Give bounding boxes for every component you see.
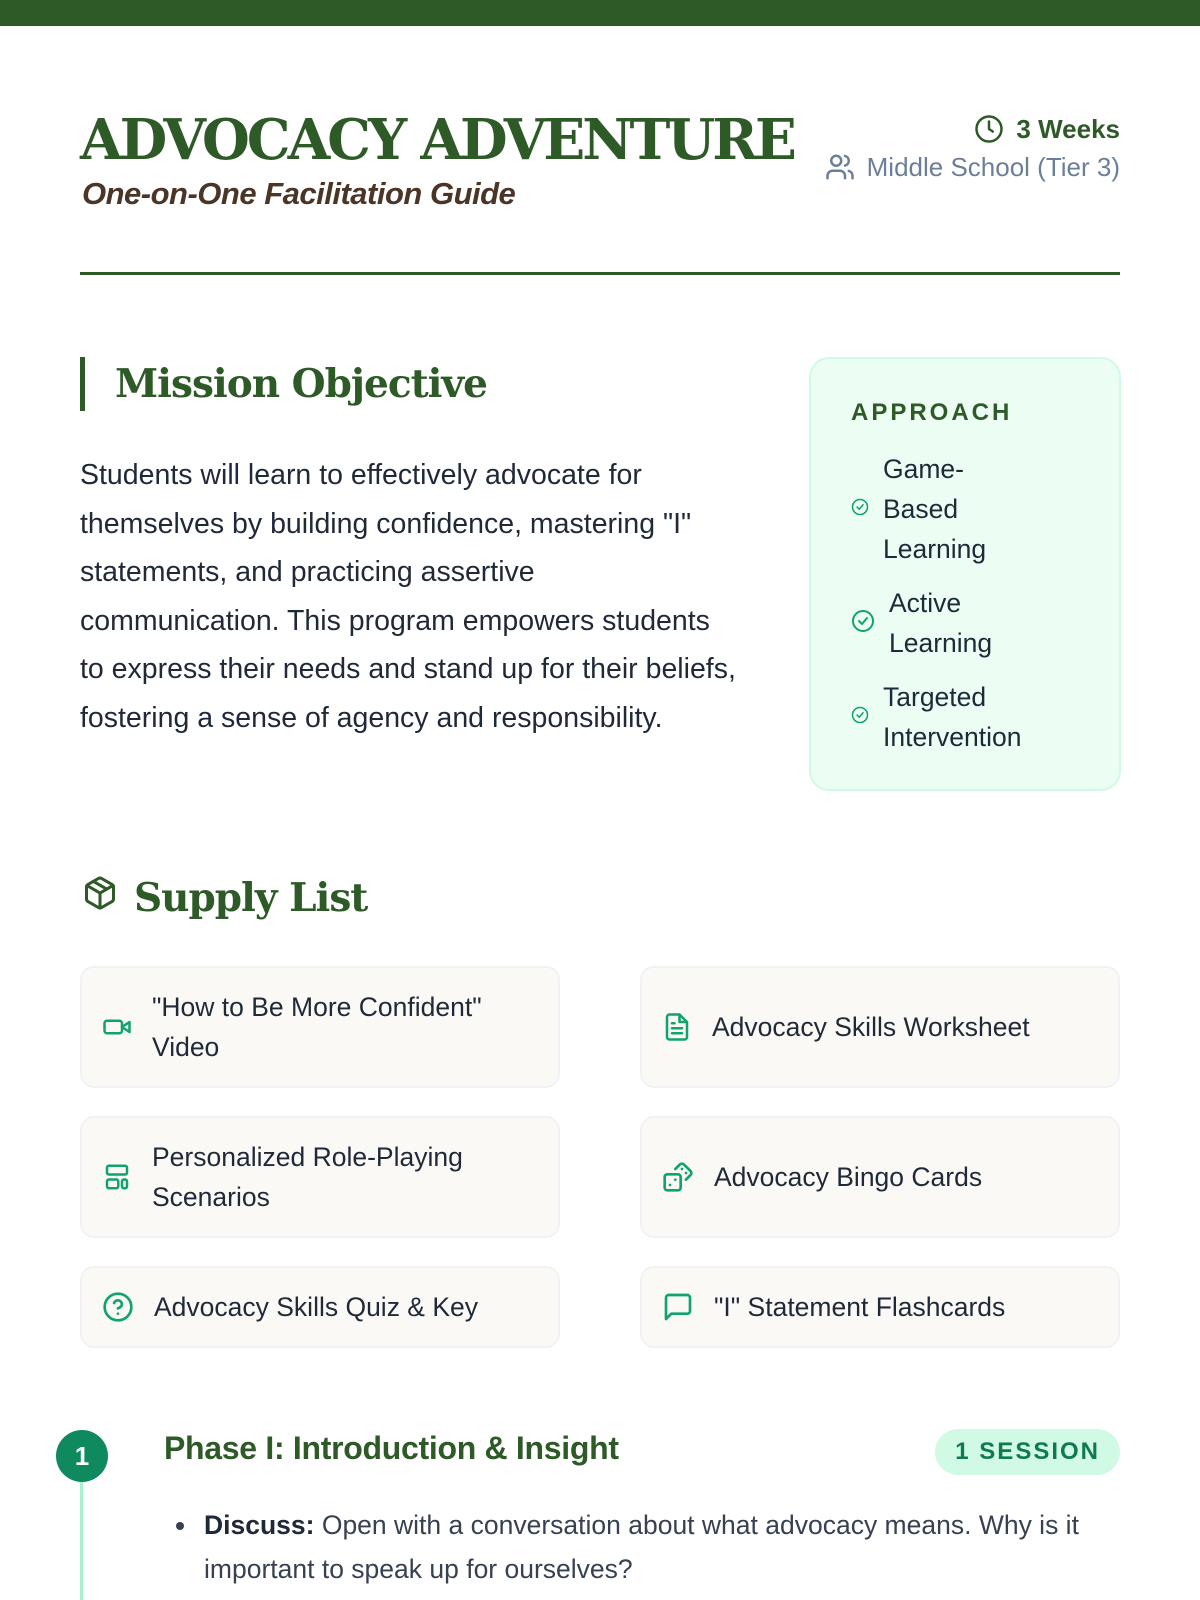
clock-icon <box>974 114 1004 144</box>
approach-item <box>851 449 1001 569</box>
session-count-badge: 1 SESSION <box>935 1429 1120 1475</box>
phase-steps <box>176 1503 1116 1591</box>
supply-item-label: Advocacy Skills Quiz & Key <box>154 1292 479 1322</box>
message-square-icon <box>662 1291 694 1323</box>
top-accent-bar <box>0 0 1200 26</box>
supply-item-label: "How to Be More Confident" Video <box>152 992 482 1062</box>
supply-item <box>80 966 560 1088</box>
supply-item <box>640 1116 1120 1238</box>
mission-heading <box>80 357 487 411</box>
layout-icon <box>102 1162 132 1192</box>
phase-step-label: Discuss: <box>204 1510 315 1540</box>
supply-item-label: Personalized Role-Playing Scenarios <box>152 1142 463 1212</box>
duration-label: 3 Weeks <box>1016 113 1120 144</box>
supply-item <box>80 1266 560 1348</box>
page-title: ADVOCACY ADVENTURE <box>80 107 794 173</box>
file-text-icon <box>662 1012 692 1042</box>
audience-label: Middle School (Tier 3) <box>866 151 1120 182</box>
supply-item <box>80 1116 560 1238</box>
timeline-line <box>80 1480 83 1600</box>
approach-title: APPROACH <box>851 399 1013 426</box>
approach-item-label: Game-Based Learning <box>883 454 987 564</box>
phase-number-badge: 1 <box>56 1430 108 1482</box>
phase-step-text: Open with a conversation about what advocacy means. Why is it important to speak up for ourselves? <box>204 1510 1079 1584</box>
video-icon <box>102 1012 132 1042</box>
dice-icon <box>662 1161 694 1193</box>
duration-row <box>825 110 1120 148</box>
phase-title: Phase I: Introduction & Insight <box>164 1430 619 1466</box>
supply-item <box>640 966 1120 1088</box>
check-circle-icon <box>851 609 875 638</box>
supply-heading-text: Supply List <box>134 875 368 921</box>
package-icon <box>82 875 118 921</box>
help-circle-icon <box>102 1291 134 1323</box>
check-circle-icon <box>851 498 869 521</box>
audience-row <box>825 148 1120 186</box>
check-circle-icon <box>851 706 869 729</box>
page-subtitle: One-on-One Facilitation Guide <box>82 176 516 211</box>
approach-item-label: Active Learning <box>889 588 993 658</box>
approach-panel <box>809 357 1121 791</box>
users-icon <box>825 152 855 182</box>
approach-item-label: Targeted Intervention <box>883 682 1022 752</box>
mission-text: Students will learn to effectively advocate for themselves by building confidence, mastering "I" statements, and practicing assertive communication. This program empowers students to express their needs and stand up for their beliefs, fostering a sense of agency and responsibility. <box>80 459 736 734</box>
supply-item-label: Advocacy Skills Worksheet <box>712 1012 1030 1042</box>
approach-item <box>851 677 1041 757</box>
page-header <box>80 100 1120 275</box>
mission-heading-text: Mission Objective <box>115 361 487 407</box>
supply-item <box>640 1266 1120 1348</box>
approach-item <box>851 583 1001 663</box>
program-meta <box>825 110 1120 186</box>
supply-item-label: Advocacy Bingo Cards <box>714 1162 983 1192</box>
supply-heading <box>82 875 367 921</box>
phase-step <box>176 1503 1116 1591</box>
supply-item-label: "I" Statement Flashcards <box>714 1292 1006 1322</box>
